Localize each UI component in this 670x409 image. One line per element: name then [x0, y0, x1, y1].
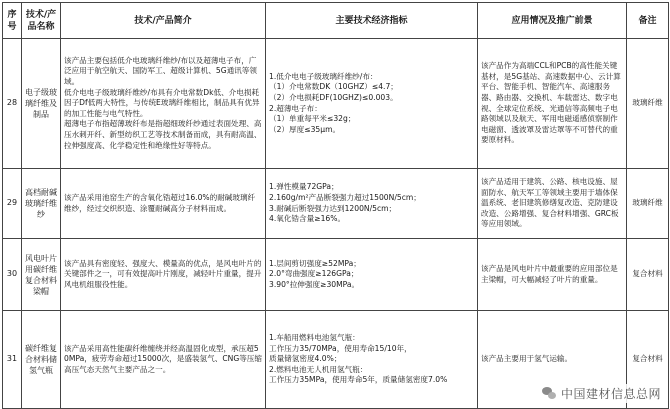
row-no: 30 — [3, 239, 22, 311]
header-application: 应用情况及推广前景 — [478, 3, 627, 39]
row-application: 该产品适用于建筑、公路、核电设施、屋面防水、航天军工等领域主要用于墙体保温系统、老旧建筑修缮复改造、克防建设改造、公路增强、复合材料增强、GRC板等应用领域。 — [478, 169, 627, 239]
intro-paragraph: 该产品采用高性能碳纤维缠绕并经高温固化成型，承压超50MPa，疲劳寿命超过15000次，是盛装氢气、CNG等压缩高压气态天然气主要产品之一。 — [64, 343, 262, 374]
metric-line: 3.90°拉伸强度≥30MPa。 — [269, 279, 360, 289]
header-row — [3, 3, 669, 39]
row-intro — [61, 169, 266, 239]
metric-line: 3.耐碱后断裂强力达到1200N/5cm； — [269, 203, 397, 213]
header-remark: 备注 — [627, 3, 669, 39]
metric-line: 1.层间剪切强度≥52MPa； — [269, 258, 361, 268]
metric-line: 2.160g/m²产品断裂强力超过1500N/5cm； — [269, 192, 421, 202]
header-name: 技术/产品名称 — [22, 3, 61, 39]
metric-line: （2）厚度≤35μm。 — [269, 124, 341, 134]
metric-line: 2.超薄电子布： — [269, 103, 322, 113]
metric-line: 1.弹性模量72GPa； — [269, 182, 339, 192]
row-intro — [61, 39, 266, 169]
intro-paragraph: 低介电电子级玻璃纤维纱/布具有介电常数Dk低、介电损耗因子Df低两大特性，与传统E玻璃纤维相比，制品具有优异的加工性能与电气特性。 — [64, 87, 260, 118]
row-intro — [61, 311, 266, 409]
row-remark: 玻璃纤维 — [627, 169, 669, 239]
table-row — [3, 169, 669, 239]
metric-line: 4.氧化锆含量≥16%。 — [269, 214, 346, 224]
metric-line: （1）单重每平米≤32g； — [269, 114, 356, 124]
metric-line: 质量储氢密度4.0%； — [269, 354, 342, 364]
row-name: 碳纤维复合材料储氢气瓶 — [22, 311, 61, 409]
row-application: 该产品作为高端CCL和PCB的高性能关键基材，是5G基站、高速数据中心、云计算平台、智能手机、智能汽车、高速服务器、路由器、交换机、车载雷达、数字电视、全球定位系统、光通信等高频电子电路领域以及航天、军用电磁遥感侦察制作电磁窗、透波罩及雷达罩等不可替代的重要原材料。 — [478, 39, 627, 169]
row-name: 电子级玻璃纤维及制品 — [22, 39, 61, 169]
row-metrics — [266, 239, 478, 311]
intro-paragraph: 该产品具有密度轻、强度大、模量高的优点，是风电叶片的关键部件之一，可有效提高叶片刚度，减轻叶片重量，提升风电机组服役性能。 — [64, 258, 262, 289]
row-metrics — [266, 169, 478, 239]
row-no: 28 — [3, 39, 22, 169]
wechat-icon — [542, 387, 557, 400]
metric-line: 1.车船用燃料电池氢气瓶： — [269, 333, 360, 343]
header-intro: 技术/产品简介 — [61, 3, 266, 39]
row-remark: 复合材料 — [627, 239, 669, 311]
header-metrics: 主要技术经济指标 — [266, 3, 478, 39]
intro-paragraph: 该产品采用池窑生产的含氧化锆超过16.0%的耐碱玻璃纤维纱，经过交织织造、涂覆耐碱高分子材料而成。 — [64, 192, 256, 213]
header-no: 序号 — [3, 3, 22, 39]
metric-line: 2.0°弯曲强度≥126GPa； — [269, 269, 359, 279]
row-metrics — [266, 39, 478, 169]
row-application: 该产品是风电叶片中最重要的应用部位是主梁帽，可大幅减轻了叶片的重量。 — [478, 239, 627, 311]
row-name: 风电叶片用碳纤维复合材料梁帽 — [22, 239, 61, 311]
intro-paragraph: 超薄电子布指超薄玻纤布是指超细玻纤纱通过表面处理、高压水刺开纤、新型纺织工艺等技术制备而成，具有耐高温、拉伸强度高、化学稳定性和绝缘性好等特点。 — [64, 119, 262, 150]
row-intro — [61, 239, 266, 311]
row-application: 该产品主要用于氢气运输。 — [478, 311, 627, 409]
watermark-text: 中国建材信息总网 — [560, 387, 661, 401]
row-remark: 复合材料 — [627, 311, 669, 409]
metric-line: 1.低介电电子级玻璃纤维纱/布： — [269, 71, 378, 81]
metric-line: （2）介电损耗DF(10GHZ)≤0.003。 — [269, 92, 398, 102]
row-no: 31 — [3, 311, 22, 409]
metric-line: 工作压力35/70MPa，使用寿命15/10年， — [269, 343, 412, 353]
metric-line: （1）介电常数DK（10GHZ）≤4.7； — [269, 82, 398, 92]
row-no: 29 — [3, 169, 22, 239]
row-metrics — [266, 311, 478, 409]
watermark — [539, 384, 664, 403]
tech-product-table — [2, 2, 669, 409]
table-row — [3, 39, 669, 169]
metric-line: 2.燃料电池无人机用氢气瓶： — [269, 364, 368, 374]
row-remark: 玻璃纤维 — [627, 39, 669, 169]
row-name: 高档耐碱玻璃纤维纱 — [22, 169, 61, 239]
table-row — [3, 239, 669, 311]
intro-paragraph: 该产品主要包括低介电玻璃纤维纱/布以及超薄电子布，广泛应用于航空航天、国防军工、超级计算机、5G通讯等领域。 — [64, 55, 257, 87]
metric-line: 工作压力35MPa，使用寿命5年，质量储氢密度7.0% — [269, 375, 448, 385]
